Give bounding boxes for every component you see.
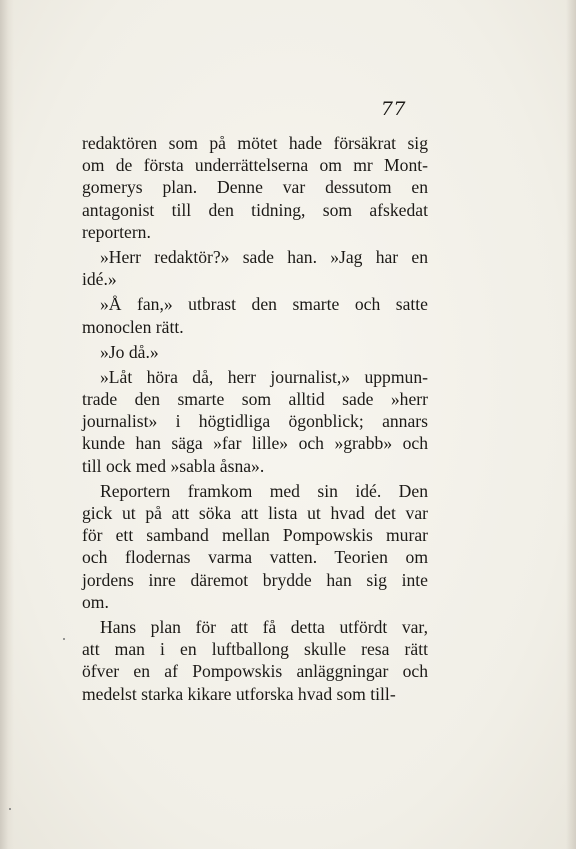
text-line: antagonist till den tidning, som afskedat [82,199,428,220]
text-line: trade den smarte som alltid sade »herr [82,389,428,410]
text-line: monoclen rätt. [82,316,184,337]
text-line: Hans plan för att få detta utfördt var, [100,616,428,637]
text-line: till ock med »sabla åsna». [82,455,265,476]
text-line: för ett samband mellan Pompowskis murar [82,525,428,546]
paragraph [82,480,428,613]
text-line: »Jo då.» [100,341,159,362]
body-text [82,132,428,705]
print-speck [63,638,65,640]
paragraph [82,366,428,477]
text-line: om. [82,591,109,612]
paragraph [82,341,428,363]
text-line: medelst starka kikare utforska hvad som till- [82,683,396,704]
text-line: reportern. [82,221,151,242]
text-line: »Herr redaktör?» sade han. »Jag har en [100,246,428,267]
text-line: journalist» i högtidliga ögonblick; annars [82,411,428,432]
text-line: Reportern framkom med sin idé. Den [100,480,428,501]
print-speck [9,808,11,810]
text-line: redaktören som på mötet hade försäkrat sig [82,133,428,153]
paragraph [82,616,428,705]
paragraph [82,246,428,290]
text-line: gick ut på att söka att lista ut hvad det var [82,503,428,523]
text-line: »Å fan,» utbrast den smarte och satte [100,294,428,315]
text-line: och flodernas varma vatten. Teorien om [82,547,428,568]
text-line: idé.» [82,269,117,290]
text-line: om de första underrättelserna om mr Mont- [82,155,428,176]
text-line: »Låt höra då, herr journalist,» uppmun- [100,366,428,387]
text-line: jordens inre däremot brydde han sig inte [82,569,428,590]
text-line: öfver en af Pompowskis anläggningar och [82,661,428,682]
text-line: kunde han säga »far lille» och »grabb» och [82,433,428,454]
text-line: gomerys plan. Denne var dessutom en [82,177,428,198]
paragraph [82,132,428,243]
page-number: 77 [380,98,406,120]
page-left-edge [0,0,14,849]
page-right-edge [566,0,576,849]
paragraph [82,293,428,337]
text-line: att man i en luftballong skulle resa rätt [82,639,428,660]
